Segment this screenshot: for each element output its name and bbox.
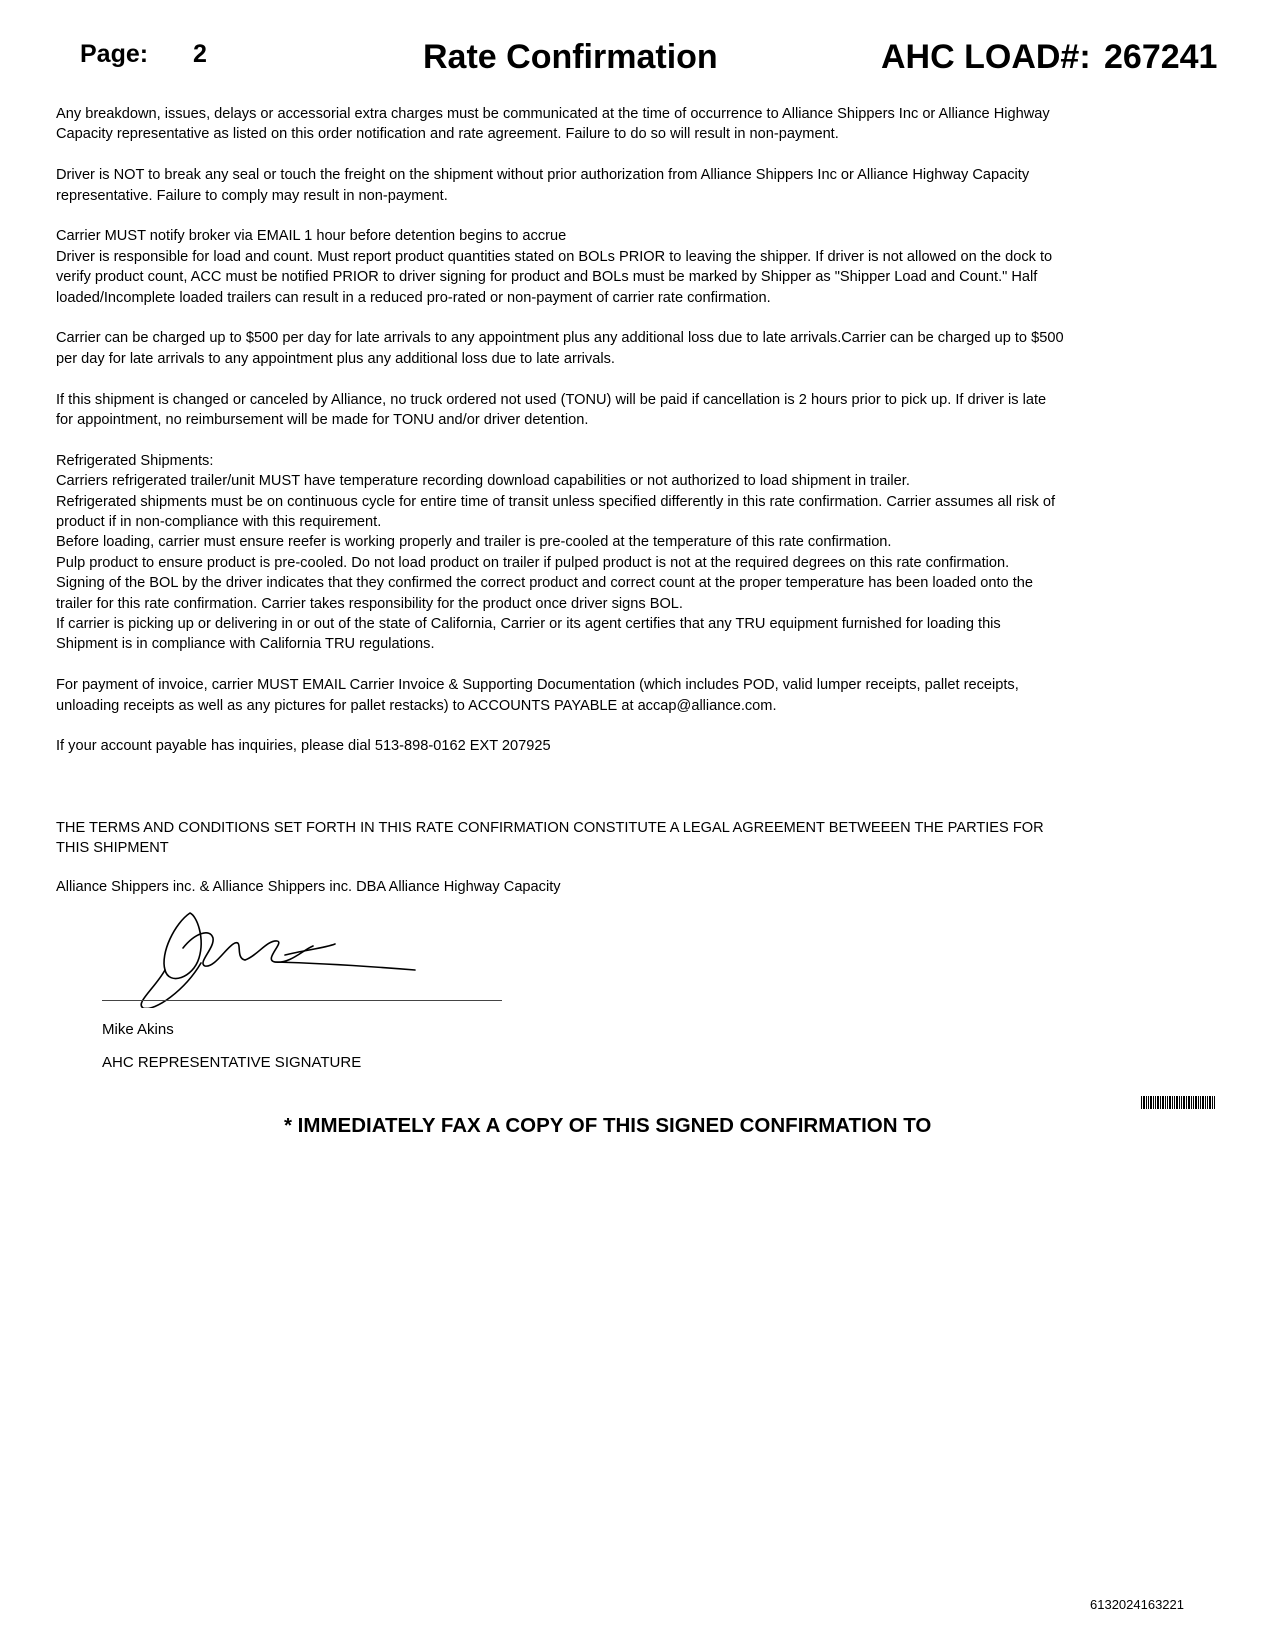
terms-body bbox=[56, 104, 1066, 757]
invoice-payment-paragraph: For payment of invoice, carrier MUST EMAIL Carrier Invoice & Supporting Documentation (which includes POD, valid lumper receipts, pallet receipts, unloading receipts as well as any pictures for pallet restacks) to ACCOUNTS PAYABLE at accap@alliance.com. bbox=[56, 677, 1019, 714]
legal-agreement-notice: THE TERMS AND CONDITIONS SET FORTH IN THIS RATE CONFIRMATION CONSTITUTE A LEGAL AGREEMENT BETWEEEN THE PARTIES FOR THIS SHIPMENT bbox=[56, 820, 1044, 857]
load-count-notice: Driver is responsible for load and count. Must report product quantities stated on BOLs PRIOR to leaving the shipper. If driver is not allowed on the dock to verify product count, ACC must be notified PRIOR to driver signing for product and BOLs must be marked by Shipper as "Shipper Load and Count." Half loaded/Incomplete loaded trailers can result in a reduced pro-rated or non-payment of carrier rate confirmation. bbox=[56, 248, 1053, 306]
signer-name: Mike Akins bbox=[102, 1021, 174, 1038]
refrigerated-rule: Before loading, carrier must ensure reefer is working properly and trailer is pre-cooled at the temperature of this rate confirmation. bbox=[56, 534, 892, 551]
signer-title: AHC REPRESENTATIVE SIGNATURE bbox=[102, 1054, 362, 1071]
accessorial-charges-paragraph: Any breakdown, issues, delays or accessorial extra charges must be communicated at the time of occurrence to Alliance Shippers Inc or Alliance Highway Capacity representative as listed on this order notification and rate agreement. Failure to do so will result in non-payment. bbox=[56, 106, 1050, 143]
page-number: 2 bbox=[193, 40, 207, 68]
document-id: 6132024163221 bbox=[1090, 1597, 1184, 1612]
refrigerated-rule: Refrigerated shipments must be on continuous cycle for entire time of transit unless specified differently in this rate confirmation. Carrier assumes all risk of product if in non-compliance with this requirement. bbox=[56, 493, 1056, 531]
late-arrival-paragraph: Carrier can be charged up to $500 per day for late arrivals to any appointment plus any additional loss due to late arrivals.Carrier can be charged up to $500 per day for late arrivals to any appointment plus any additional loss due to late arrivals. bbox=[56, 330, 1064, 367]
load-number: 267241 bbox=[1104, 38, 1218, 76]
inquiries-paragraph: If your account payable has inquiries, please dial 513-898-0162 EXT 207925 bbox=[56, 738, 551, 755]
refrigerated-rule: Signing of the BOL by the driver indicates that they confirmed the correct product and correct count at the proper temperature has been loaded onto the trailer for this rate confirmation. Carrier takes responsibility for the product once driver signs BOL. bbox=[56, 575, 1034, 612]
signature-line bbox=[102, 1000, 502, 1001]
load-number-label: AHC LOAD#: bbox=[881, 38, 1091, 76]
tonu-paragraph: If this shipment is changed or canceled by Alliance, no truck ordered not used (TONU) will be paid if cancellation is 2 hours prior to pick up. If driver is late for appointment, no reimbursement will be made for TONU and/or driver detention. bbox=[56, 391, 1047, 429]
detention-load-count-paragraph bbox=[56, 226, 1066, 308]
refrigerated-rule: If carrier is picking up or delivering in or out of the state of California, Carrier or its agent certifies that any TRU equipment furnished for loading this Shipment is in compliance with California TRU regulations. bbox=[56, 616, 1001, 653]
refrigerated-shipments-section bbox=[56, 451, 1066, 655]
company-name-line: Alliance Shippers inc. & Alliance Shippers inc. DBA Alliance Highway Capacity bbox=[56, 879, 561, 895]
seal-policy-paragraph: Driver is NOT to break any seal or touch the freight on the shipment without prior authorization from Alliance Shippers Inc or Alliance Highway Capacity representative. Failure to comply may result in non-payment. bbox=[56, 167, 1030, 204]
page-label: Page: bbox=[80, 40, 149, 68]
detention-notice: Carrier MUST notify broker via EMAIL 1 hour before detention begins to accrue bbox=[56, 228, 567, 245]
refrigerated-rule: Carriers refrigerated trailer/unit MUST have temperature recording download capabilities or not authorized to load shipment in trailer. bbox=[56, 473, 910, 490]
handwritten-signature bbox=[135, 908, 425, 1008]
barcode-icon bbox=[1141, 1096, 1215, 1109]
fax-instruction: * IMMEDIATELY FAX A COPY OF THIS SIGNED CONFIRMATION TO bbox=[284, 1114, 932, 1137]
document-title: Rate Confirmation bbox=[423, 38, 718, 76]
refrigerated-rule: Pulp product to ensure product is pre-cooled. Do not load product on trailer if pulped product is not at the required degrees on this rate confirmation. bbox=[56, 554, 1010, 571]
refrigerated-heading: Refrigerated Shipments: bbox=[56, 452, 214, 469]
